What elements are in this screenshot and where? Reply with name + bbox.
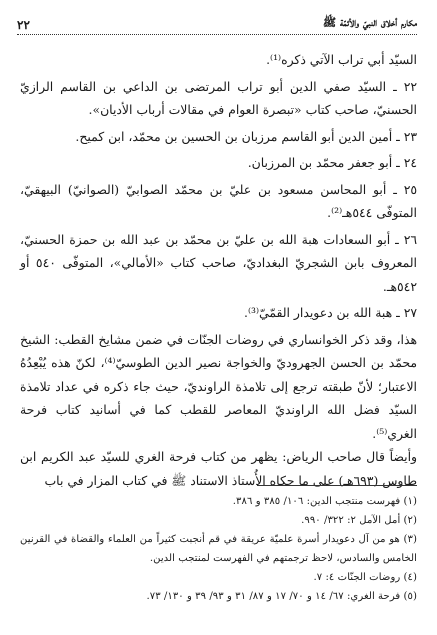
footnote: (٥) فرحة الغري: ٦٧/ ١٤ و ٧٠/ ١٧ و ٨٧/ ٣١ و ٩٣/ ٣٩ و ١٣٠/ ٧٣. bbox=[146, 591, 417, 602]
paragraph: وأيضاً قال صاحب الرياض: يظهر من كتاب فرحة الغري للسيّد عبد الكريم ابن طاوس (٦٩٣هـ) على ما حكاه الأُستاذ الاستناد ﷺ في كتاب المزار في باب bbox=[20, 449, 417, 488]
footnotes bbox=[20, 492, 417, 606]
footnote-divider bbox=[257, 485, 417, 486]
main-text bbox=[20, 48, 417, 492]
paragraph: ٢٦ ـ أبو السعادات هبة الله بن عليّ بن محمّد بن عبد الله بن حمزة الحسنيّ، المعروف بابن الشجريّ البغداديّ، صاحب كتاب «الأمالي»، المتوفّى ٥٤٠ أو ٥٤٢هـ. bbox=[20, 231, 417, 294]
footnote: (١) فهرست منتجب الدين: ١٠٦/ ٣٨٥ و ٣٨٦. bbox=[232, 496, 417, 507]
paragraph: ٢٧ ـ هبة الله بن دعويدار القمّيّ⁽³⁾. bbox=[244, 305, 417, 320]
paragraph: ٢٢ ـ السيّد صفي الدين أبو تراب المرتضى بن الداعي بن القاسم الرازيّ الحسنيّ، صاحب كتاب «تبصرة العوام في مقالات أرباب الأديان». bbox=[20, 78, 417, 117]
running-title: مكارم أخلاق النبيّ والأئمّة ﷺ bbox=[322, 16, 417, 29]
paragraph: ٢٣ ـ أمين الدين أبو القاسم مرزبان بن الحسين بن محمّد، ابن كميح. bbox=[75, 128, 417, 144]
page-number: ٢٢ bbox=[17, 18, 30, 32]
paragraph: هذا، وقد ذكر الخوانساري في روضات الجنّات في ضمن مشايخ القطب: الشيخ محمّد بن الحسن الجهروديّ والخواجة نصير الدين الطوسيّ⁽⁴⁾، لكنّ هذه يُبْعِدُهُ الاعتبار؛ لأنّ طبقته ترجع إلى تلامذة الراونديّ، حيث جاء ذكره في عداد تلامذة السيّد فضل الله الراونديّ المعاصر للقطب كما في أسانيد كتاب فرحة الغري⁽⁵⁾. bbox=[20, 331, 417, 441]
footnote: (٣) هو من آل دعويدار أسرة علميّة عريقة في قم أنجبت كثيراً من العلماء والقضاة في القرنين الخامس والسادس، لاحظ ترجمتهم في الفهرست لمنتجب الدين. bbox=[20, 534, 417, 564]
footnote: (٢) أمل الآمل ٢: ٣٢٢/ ٩٩٠. bbox=[301, 515, 417, 526]
running-header bbox=[17, 12, 417, 35]
paragraph: ٢٤ ـ أبو جعفر محمّد بن المرزبان. bbox=[247, 155, 417, 170]
paragraph: ٢٥ ـ أبو المحاسن مسعود بن عليّ بن محمّد الصوابيّ (الصوانيّ) البيهقيّ، المتوفّى ٥٤٤هـ⁽²⁾. bbox=[20, 181, 417, 220]
paragraph: السيّد أبي تراب الآتي ذكره⁽¹⁾. bbox=[266, 52, 417, 67]
footnote: (٤) روضات الجنّات ٤: ٧. bbox=[313, 572, 417, 583]
